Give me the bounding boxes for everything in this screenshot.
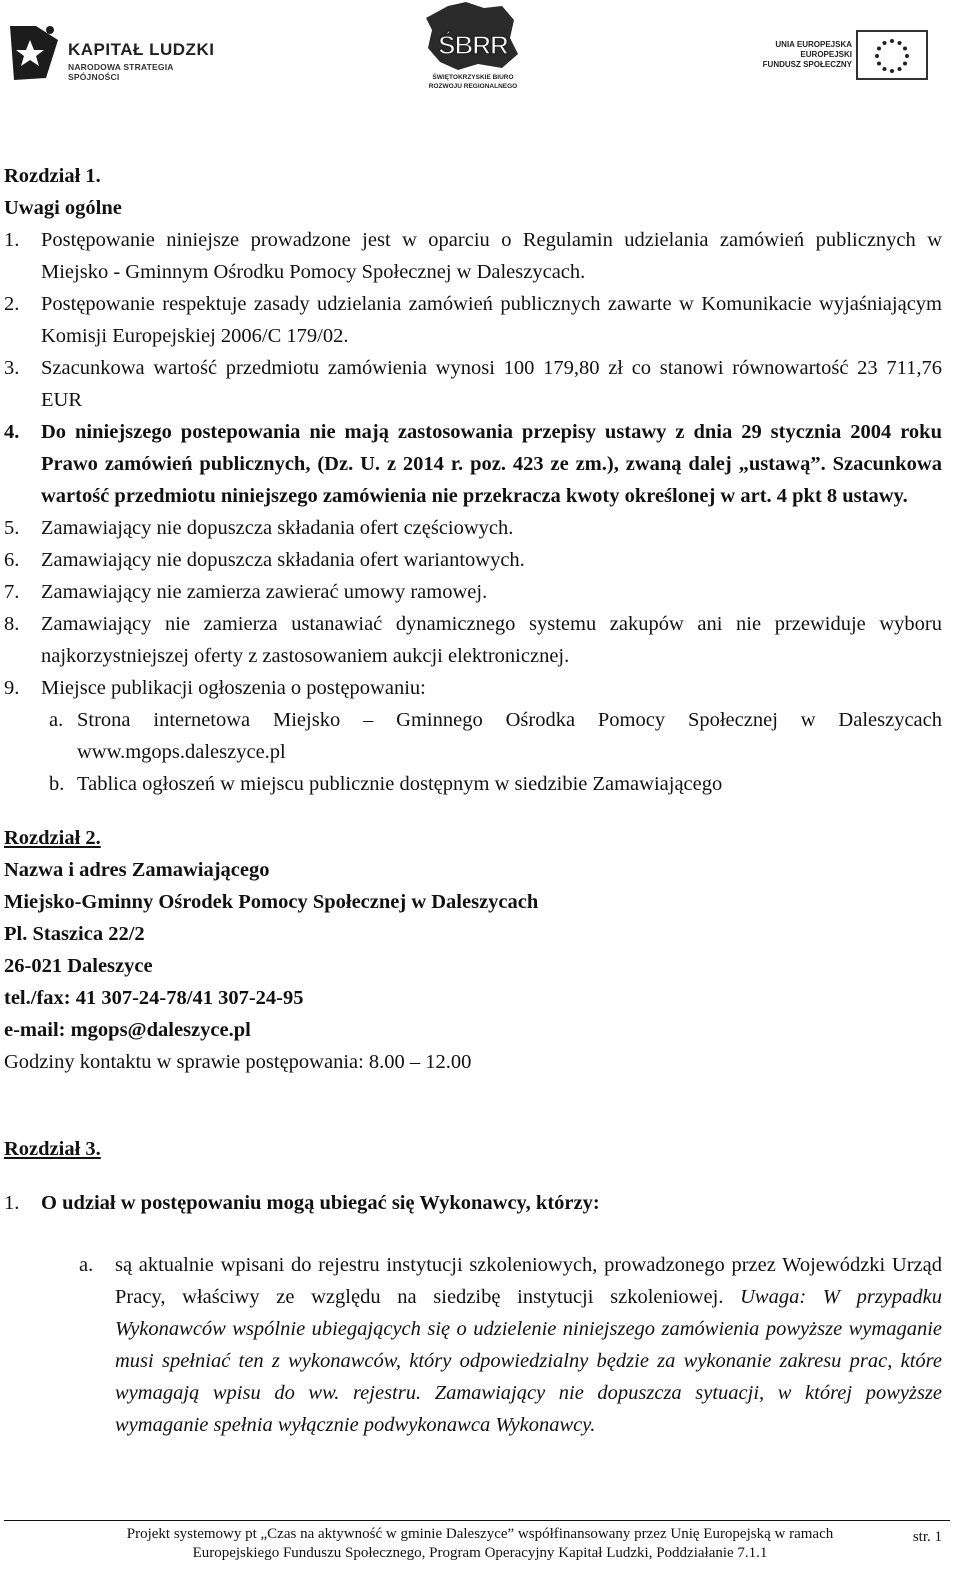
eu-logo bbox=[756, 30, 932, 82]
page-number: str. 1 bbox=[912, 1529, 942, 1545]
chapter-3-title: Rozdział 3. bbox=[4, 1138, 101, 1160]
ch1-item-6: 6. Zamawiający nie dopuszcza składania ofert wariantowych. bbox=[4, 549, 525, 571]
contracting-org-name: Miejsko-Gminny Ośrodek Pomocy Społecznej w Daleszycach bbox=[4, 891, 539, 913]
contracting-city: 26-021 Daleszyce bbox=[4, 955, 153, 977]
logo-center-sub2: ROZWOJU REGIONALNEGO bbox=[428, 83, 518, 90]
document-body bbox=[4, 160, 942, 1441]
kapital-ludzki-star-icon bbox=[6, 18, 66, 88]
contact-hours: Godziny kontaktu w sprawie postępowania: 8.00 – 12.00 bbox=[4, 1051, 472, 1073]
ch1-item-9a: a. Strona internetowa Miejsko – Gminnego Ośrodka Pomocy Społecznej w Daleszycach www.mgops.daleszyce.pl bbox=[49, 709, 942, 763]
ch1-item-2: 2. Postępowanie respektuje zasady udzielania zamówień publicznych zawarte w Komunikacie wyjaśniającym Komisji Europejskiej 2006/C 179/02. bbox=[4, 293, 942, 347]
ch3-item-1a: a. są aktualnie wpisani do rejestru instytucji szkoleniowych, prowadzonego przez Wojewódzki Urząd Pracy, właściwy ze względu na siedzibę instytucji szkoleniowej. Uwaga: W przypadku Wykonawców wspólnie ubiegających się o udzielenie niniejszego zamówienia powyższe wymaganie musi spełniać ten z wykonawców, który odpowiedzialny będzie za wykonanie zakresu prac, które wymagają wpisu do ww. rejestru. Zamawiający nie dopuszcza sytuacji, w której powyższe wymaganie spełnia wyłącznie podwykonawca Wykonawcy. bbox=[79, 1254, 943, 1436]
ch1-item-8: 8. Zamawiający nie zamierza ustanawiać dynamicznego systemu zakupów ani nie przewiduje wyboru najkorzystniejszej oferty z zastosowaniem aukcji elektronicznej. bbox=[4, 613, 942, 667]
footer-line-2: Europejskiego Funduszu Społecznego, Program Operacyjny Kapitał Ludzki, Poddziałanie 7.1.1 bbox=[192, 1545, 768, 1561]
kapital-ludzki-logo bbox=[6, 18, 226, 88]
ch1-item-9: 9. Miejsce publikacji ogłoszenia o postępowaniu: bbox=[4, 677, 426, 699]
ch3-item-1: 1. O udział w postępowaniu mogą ubiegać się Wykonawcy, którzy: bbox=[4, 1192, 600, 1214]
ch1-item-1: 1. Postępowanie niniejsze prowadzone jest w oparciu o Regulamin udzielania zamówień publicznych w Miejsko - Gminnym Ośrodku Pomocy Społecznej w Daleszycach. bbox=[4, 229, 942, 283]
footer bbox=[0, 1525, 960, 1563]
footer-divider bbox=[4, 1520, 950, 1521]
ch3-item-1a-note: Uwaga: W przypadku Wykonawców wspólnie ubiegających się o udzielenie niniejszego zamówienia powyższe wymaganie musi spełniać ten z wykonawców, który odpowiedzialny będzie za wykonanie zakresu prac, które wymagają wpisu do ww. rejestru. Zamawiający nie dopuszcza sytuacji, w której powyższe wymaganie spełnia wyłącznie podwykonawca Wykonawcy. bbox=[115, 1286, 943, 1436]
contracting-email: e-mail: mgops@daleszyce.pl bbox=[4, 1019, 251, 1041]
ch1-item-4: 4. Do niniejszego postepowania nie mają zastosowania przepisy ustawy z dnia 29 stycznia 2004 roku Prawo zamówień publicznych, (Dz. U. z 2014 r. poz. 423 ze zm.), zwaną dalej „ustawą”. Szacunkowa wartość przedmiotu niniejszego zamówienia nie przekracza kwoty określonej w art. 4 pkt 8 ustawy. bbox=[4, 421, 942, 507]
logo-left-title: KAPITAŁ LUDZKI bbox=[68, 40, 215, 59]
ch1-item-5: 5. Zamawiający nie dopuszcza składania ofert częściowych. bbox=[4, 517, 514, 539]
sbrr-logo bbox=[418, 2, 528, 94]
logo-center-sub1: ŚWIĘTOKRZYSKIE BIURO bbox=[432, 74, 514, 81]
chapter-2-title: Rozdział 2. bbox=[4, 827, 101, 849]
logo-right-line2: EUROPEJSKI bbox=[800, 50, 852, 59]
chapter-1-title: Rozdział 1. bbox=[4, 165, 101, 187]
chapter-2-subtitle: Nazwa i adres Zamawiającego bbox=[4, 859, 270, 881]
contracting-phone: tel./fax: 41 307-24-78/41 307-24-95 bbox=[4, 987, 304, 1009]
logo-center-name: ŚBRR bbox=[438, 30, 508, 60]
chapter-1-subtitle: Uwagi ogólne bbox=[4, 197, 122, 219]
logo-left-subtitle: NARODOWA STRATEGIA SPÓJNOŚCI bbox=[68, 62, 174, 82]
eu-flag-icon bbox=[856, 30, 928, 80]
ch1-item-9b: b. Tablica ogłoszeń w miejscu publicznie dostępnym w siedzibie Zamawiającego bbox=[49, 773, 723, 795]
ch1-item-7: 7. Zamawiający nie zamierza zawierać umowy ramowej. bbox=[4, 581, 488, 603]
contracting-street: Pl. Staszica 22/2 bbox=[4, 923, 145, 945]
logo-right-line1: UNIA EUROPEJSKA bbox=[775, 40, 852, 49]
ch1-item-3: 3. Szacunkowa wartość przedmiotu zamówienia wynosi 100 179,80 zł co stanowi równowartość 23 711,76 EUR bbox=[4, 357, 942, 411]
footer-line-1: Projekt systemowy pt „Czas na aktywność w gminie Daleszyce” współfinansowany przez Unię Europejską w ramach bbox=[126, 1526, 834, 1542]
logo-right-line3: FUNDUSZ SPOŁECZNY bbox=[762, 60, 852, 69]
